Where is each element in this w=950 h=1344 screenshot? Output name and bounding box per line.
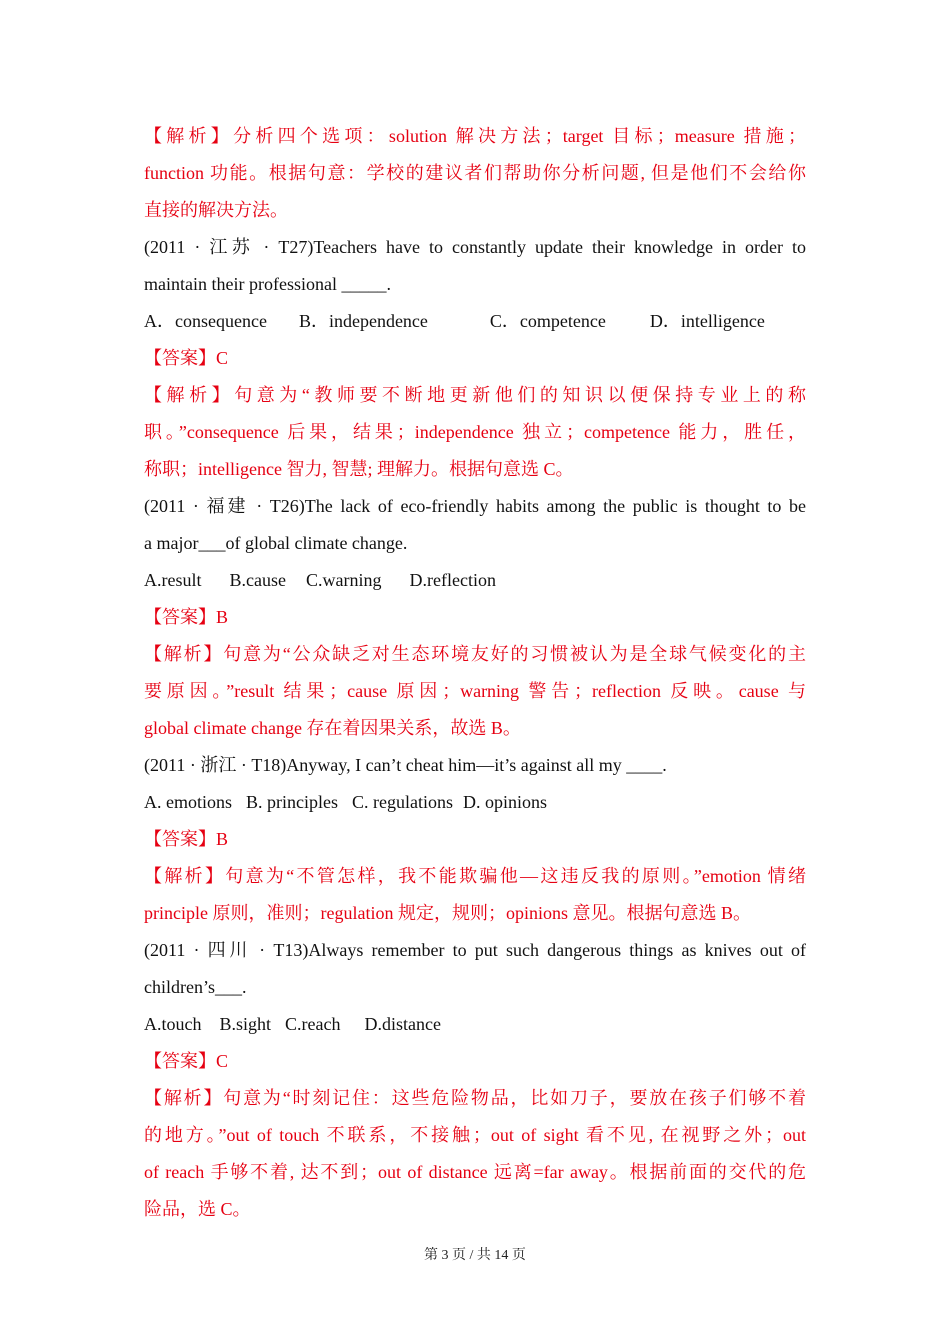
option-d: D．intelligence bbox=[649, 311, 765, 331]
options-block bbox=[144, 1006, 806, 1043]
answer-block bbox=[144, 821, 806, 858]
option-c: C．competence bbox=[489, 311, 606, 331]
question-block bbox=[144, 747, 806, 784]
analysis-block bbox=[144, 118, 806, 229]
answer-line: 【答案】B bbox=[144, 829, 229, 849]
answer-block bbox=[144, 599, 806, 636]
analysis-line: 【解析】分析四个选项：solution 解决方法；target 目标；measure 措施； bbox=[144, 126, 806, 146]
options-row bbox=[144, 303, 806, 340]
analysis-line: function 功能。根据句意：学校的建议者们帮助你分析问题, 但是他们不会给你 bbox=[144, 163, 806, 183]
options-row bbox=[144, 562, 806, 599]
option-a: A.touch bbox=[144, 1014, 202, 1034]
analysis-block bbox=[144, 636, 806, 747]
option-b: B. principles bbox=[246, 792, 338, 812]
analysis-line: principle 原则，准则；regulation 规定，规则；opinions 意见。根据句意选 B。 bbox=[144, 903, 751, 923]
analysis-block bbox=[144, 1080, 806, 1228]
analysis-line: 【解析】句意为“时刻记住：这些危险物品，比如刀子，要放在孩子们够不着 bbox=[144, 1088, 806, 1108]
answer-line: 【答案】B bbox=[144, 607, 229, 627]
question-line: children’s___. bbox=[144, 977, 247, 997]
analysis-line: 的地方。”out of touch 不联系，不接触；out of sight 看不见, 在视野之外；out bbox=[144, 1125, 806, 1145]
question-block bbox=[144, 488, 806, 562]
option-c: C.warning bbox=[305, 570, 382, 590]
analysis-block bbox=[144, 858, 806, 932]
analysis-line: 要原因。”result 结果；cause 原因；warning 警告；reflection 反映。cause 与 bbox=[144, 681, 806, 701]
option-d: D. opinions bbox=[463, 792, 548, 812]
question-block bbox=[144, 229, 806, 303]
analysis-line: of reach 手够不着, 达不到；out of distance 远离=far away。根据前面的交代的危 bbox=[144, 1162, 806, 1182]
option-b: B.cause bbox=[229, 570, 286, 590]
option-d: D.reflection bbox=[409, 570, 496, 590]
analysis-line: 称职；intelligence 智力, 智慧; 理解力。根据句意选 C。 bbox=[144, 459, 574, 479]
option-c: C.reach bbox=[285, 1014, 341, 1034]
question-line: (2011 · 浙江 · T18)Anyway, I can’t cheat him—it’s against all my ____. bbox=[144, 755, 667, 775]
answer-block bbox=[144, 340, 806, 377]
question-line: (2011 · 四川 · T13)Always remember to put such dangerous things as knives out of bbox=[144, 940, 806, 960]
option-a: A.result bbox=[144, 570, 202, 590]
page-footer: 第 3 页 / 共 14 页 bbox=[424, 1248, 526, 1263]
option-d: D.distance bbox=[364, 1014, 441, 1034]
analysis-line: 职。”consequence 后果，结果；independence 独立；competence 能力，胜任， bbox=[144, 422, 806, 442]
analysis-line: 险品，选 C。 bbox=[144, 1199, 251, 1219]
question-line: (2011 · 福建 · T26)The lack of eco-friendly habits among the public is thought to be bbox=[144, 496, 806, 516]
option-b: B．independence bbox=[298, 311, 428, 331]
analysis-line: 【解析】句意为“公众缺乏对生态环境友好的习惯被认为是全球气候变化的主 bbox=[144, 644, 806, 664]
analysis-line: global climate change 存在着因果关系，故选 B。 bbox=[144, 718, 521, 738]
options-row bbox=[144, 784, 806, 821]
answer-block bbox=[144, 1043, 806, 1080]
analysis-line: 直接的解决方法。 bbox=[144, 200, 288, 220]
page-content bbox=[144, 118, 806, 1228]
answer-line: 【答案】C bbox=[144, 1051, 229, 1071]
options-block bbox=[144, 562, 806, 599]
options-block bbox=[144, 784, 806, 821]
options-block bbox=[144, 303, 806, 340]
option-b: B.sight bbox=[219, 1014, 272, 1034]
analysis-line: 【解析】句意为“不管怎样，我不能欺骗他—这违反我的原则。”emotion 情绪 bbox=[144, 866, 806, 886]
analysis-block bbox=[144, 377, 806, 488]
question-line: maintain their professional _____. bbox=[144, 274, 391, 294]
option-c: C. regulations bbox=[352, 792, 453, 812]
options-row bbox=[144, 1006, 806, 1043]
option-a: A．consequence bbox=[144, 311, 267, 331]
answer-line: 【答案】C bbox=[144, 348, 229, 368]
option-a: A. emotions bbox=[144, 792, 232, 812]
question-line: (2011 · 江苏 · T27)Teachers have to constantly update their knowledge in order to bbox=[144, 237, 806, 257]
question-line: a major___of global climate change. bbox=[144, 533, 408, 553]
question-block bbox=[144, 932, 806, 1006]
analysis-line: 【解析】句意为“教师要不断地更新他们的知识以便保持专业上的称 bbox=[144, 385, 806, 405]
